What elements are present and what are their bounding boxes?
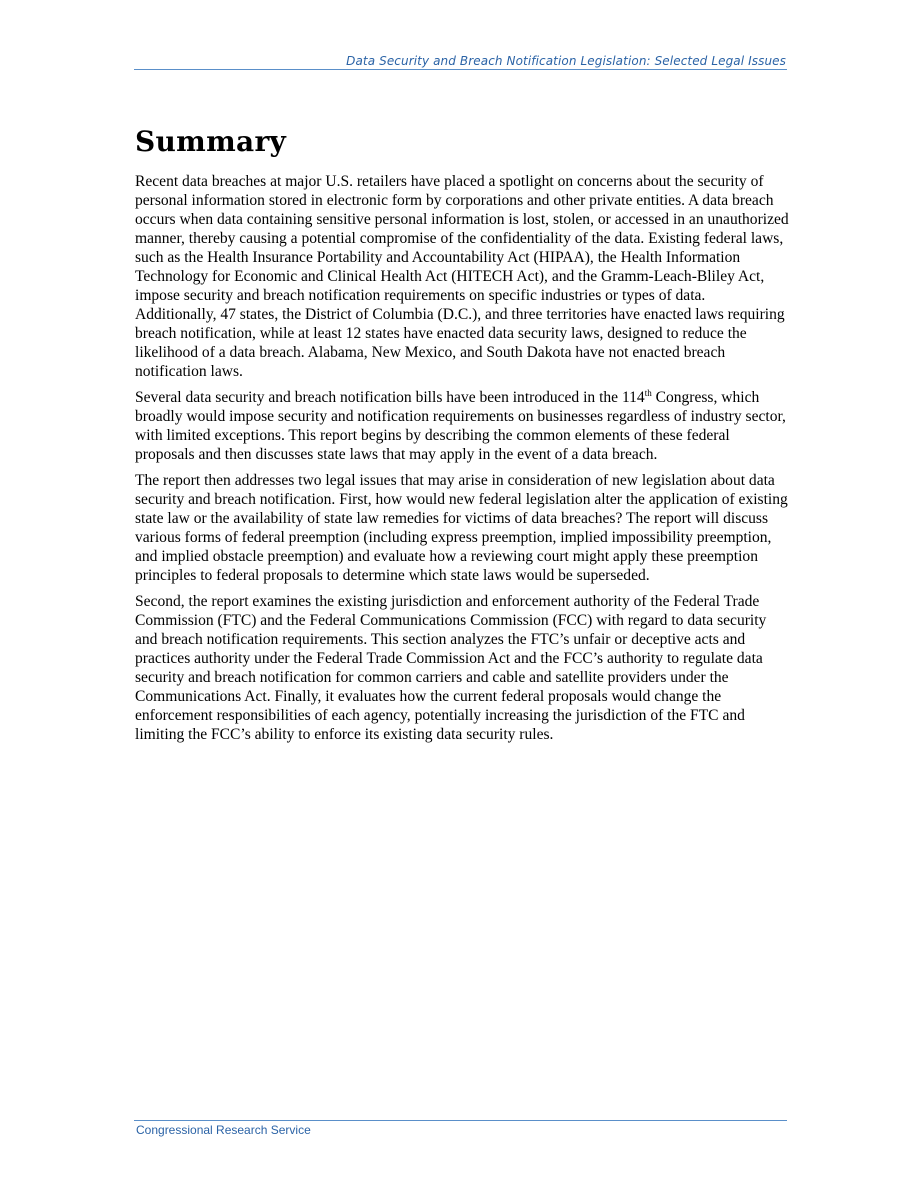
section-title: Summary [135, 125, 287, 158]
paragraph-2-text-end: Congress, which broadly would impose security and notification requirements on businesses regardless of industry sector, with limited exceptions. This report begins by describing the common elements of these federal proposals and then discusses state laws that may apply in the event of a data breach. [135, 389, 786, 463]
summary-paragraph-4: Second, the report examines the existing jurisdiction and enforcement authority of the Federal Trade Commission (FTC) and the Federal Communications Commission (FCC) with regard to data security and breach notification requirements. This section analyzes the FTC’s unfair or deceptive acts and practices authority under the Federal Trade Commission Act and the FCC’s authority to regulate data security and breach notification for common carriers and cable and satellite providers under the Communications Act. Finally, it evaluates how the current federal proposals would change the enforcement responsibilities of each agency, potentially increasing the jurisdiction of the FTC and limiting the FCC’s ability to enforce its existing data security rules. [135, 593, 767, 743]
paragraph-2-text-start: Several data security and breach notification bills have been introduced in the 114 [135, 389, 645, 406]
summary-paragraph-2 [135, 388, 789, 464]
footer-publisher: Congressional Research Service [136, 1123, 311, 1137]
summary-section [135, 122, 789, 751]
ordinal-superscript: th [644, 388, 652, 398]
summary-paragraph-3: The report then addresses two legal issues that may arise in consideration of new legislation about data security and breach notification. First, how would new federal legislation alter the application of existing state law or the availability of state law remedies for victims of data breaches? The report will discuss various forms of federal preemption (including express preemption, implied impossibility preemption, and implied obstacle preemption) and evaluate how a reviewing court might apply these preemption principles to federal proposals to determine which state laws would be superseded. [135, 472, 788, 584]
header-divider [134, 69, 787, 70]
footer-divider [134, 1120, 787, 1121]
summary-paragraph-1: Recent data breaches at major U.S. retailers have placed a spotlight on concerns about the security of personal information stored in electronic form by corporations and other private entities. A data breach occurs when data containing sensitive personal information is lost, stolen, or accessed in an unauthorized manner, thereby causing a potential compromise of the confidentiality of the data. Existing federal laws, such as the Health Insurance Portability and Accountability Act (HIPAA), the Health Information Technology for Economic and Clinical Health Act (HITECH Act), and the Gramm-Leach-Bliley Act, impose security and breach notification requirements on specific industries or types of data. Additionally, 47 states, the District of Columbia (D.C.), and three territories have enacted laws requiring breach notification, while at least 12 states have enacted data security laws, designed to reduce the likelihood of a data breach. Alabama, New Mexico, and South Dakota have not enacted breach notification laws. [135, 173, 789, 380]
running-header: Data Security and Breach Notification Legislation: Selected Legal Issues [346, 54, 786, 68]
